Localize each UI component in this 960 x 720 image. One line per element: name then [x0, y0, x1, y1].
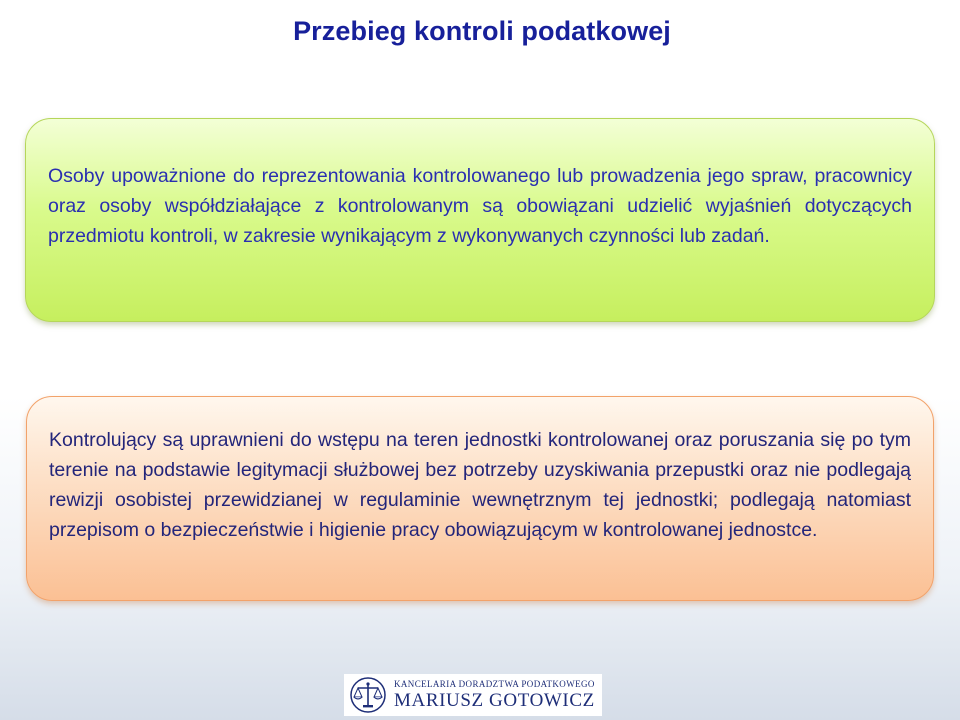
balance-scale-icon — [348, 676, 388, 714]
info-box-inspector-rights — [26, 396, 934, 601]
logo-text — [394, 679, 595, 712]
logo-tagline: KANCELARIA DORADZTWA PODATKOWEGO — [394, 678, 595, 689]
info-box-cooperation — [25, 118, 935, 322]
logo-name: MARIUSZ GOTOWICZ — [394, 689, 595, 711]
company-logo — [344, 674, 602, 716]
slide-title: Przebieg kontroli podatkowej — [293, 16, 671, 46]
info-box-cooperation-text: Osoby upoważnione do reprezentowania kontrolowanego lub prowadzenia jego spraw, pracownicy oraz osoby współdziałające z kontrolowanym są obowiązani udzielić wyjaśnień dotyczących przedmiotu kontroli, w zakresie wynikającym z wykonywanych czynności lub zadań. — [48, 165, 912, 247]
info-box-inspector-rights-text: Kontrolujący są uprawnieni do wstępu na teren jednostki kontrolowanej oraz poruszania się po tym terenie na podstawie legitymacji służbowej bez potrzeby uzyskiwania przepustki oraz nie podlegają rewizji osobistej przewidzianej w regulaminie wewnętrznym tej jednostki; podlegają natomiast przepisom o bezpieczeństwie i higienie pracy obowiązującym w kontrolowanej jednostce. — [49, 429, 911, 541]
